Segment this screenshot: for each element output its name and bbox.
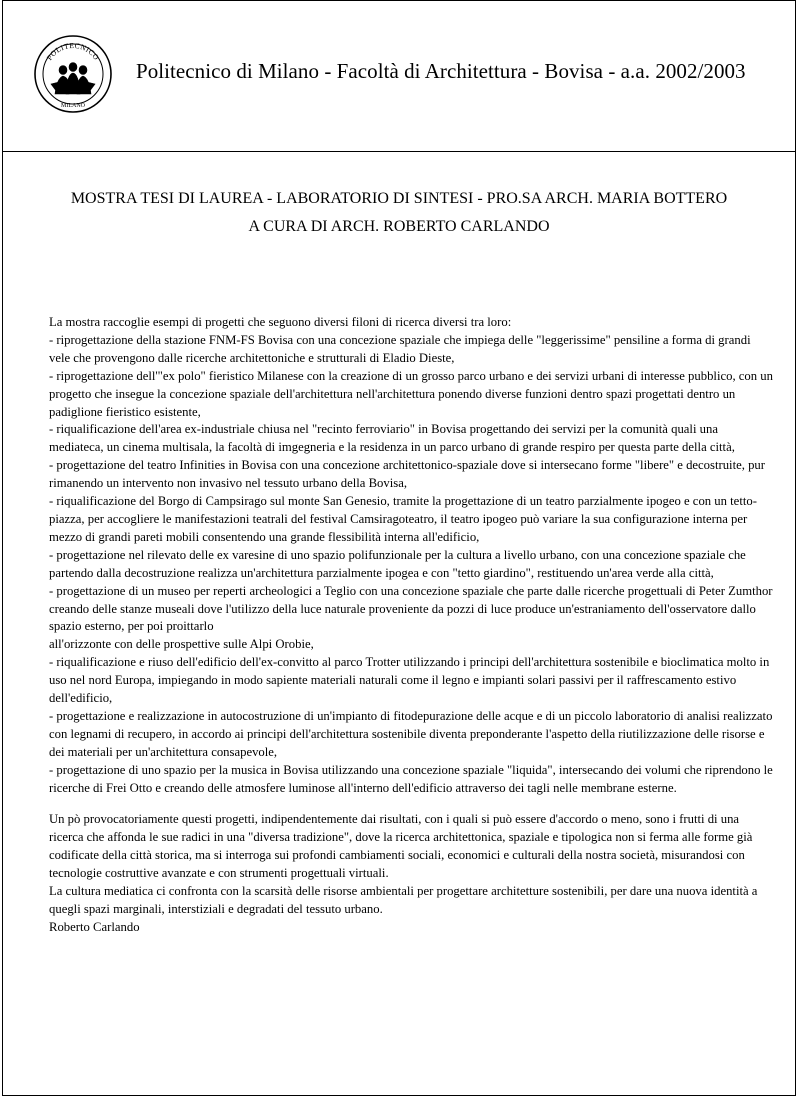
header [3,1,795,152]
page-frame [2,0,796,1096]
svg-text:POLITECNICO: POLITECNICO [44,40,102,62]
list-item: - progettazione nel rilevato delle ex varesine di uno spazio polifunzionale per la cultura a livello urbano, con una concezione spaziale che partendo dalla decostruzione realizza un'architettura parzialmente ipogea e con "tetto giardino", restituendo un'area verde alla città, [49,547,746,580]
list-item: - riprogettazione della stazione FNM-FS Bovisa con una concezione spaziale che impiega delle "leggerissime" pensiline a forma di grandi vele che provengono dalle ricerche architettoniche e strutturali di Eladio Dieste, [49,332,751,365]
body-text [49,314,773,937]
exhibition-title-line-1: MOSTRA TESI DI LAUREA - LABORATORIO DI SINTESI - PRO.SA ARCH. MARIA BOTTERO [70,190,728,207]
closing-paragraph: Un pò provocatoriamente questi progetti, indipendentemente dai risultati, con i quali si può essere d'accordo o meno, sono i frutti di una ricerca che affonda le sue radici in una "diversa tradizione", dove la ricerca architettonica, spaziale e tipologica non si ferma alle forme già codificate della città storica, ma si interroga sui profondi cambiamenti sociali, economici e culturali della nostra società, misurandosi con tecnologie costruttive avanzate e con strumenti progettuali virtuali. [49,812,753,881]
list-item: - riqualificazione e riuso dell'edificio dell'ex-convitto al parco Trotter utilizzando i principi dell'architettura sostenibile e bioclimatica molto in uso nel nord Europa, impiegando in modo sapiente materiali naturali come il legno e impianti solari passivi per il raffrescamento estivo dell'edificio, [49,655,770,706]
list-item: - progettazione di un museo per reperti archeologici a Teglio con una concezione spaziale che parte dalle ricerche progettuali di Peter Zumthor creando delle stanze museali dove l'utilizzo della luce naturale proveniente da pozzi di luce produce un'estraniamento dell'osservatore dallo spazio esterno, per poi proittarlo [49,583,773,634]
closing-paragraph-2: La cultura mediatica ci confronta con la scarsità delle risorse ambientali per progettare architetture sostenibili, per dare una nuova identità a quegli spazi marginali, interstiziali e degradati del tessuto urbano. [49,884,758,916]
paragraph-gap [49,797,773,811]
university-seal-logo [33,34,113,114]
list-item: - riprogettazione dell'"ex polo" fieristico Milanese con la creazione di un grosso parco urbano e dei servizi urbani di interesse pubblico, con un progetto che insegue la concezione spaziale dell'architettura nell'architettura ponendo diverse funzioni dentro spazi progettati dentro un padiglione fieristico esistente, [49,368,773,419]
list-item: - progettazione di uno spazio per la musica in Bovisa utilizzando una concezione spaziale "liquida", intersecando dei volumi che riprendono le ricerche di Frei Otto e creando delle atmosfere luminose all'interno dell'edificio attraverso dei tagli nelle membrane esterne. [49,762,773,795]
list-item: - riqualificazione del Borgo di Campsirago sul monte San Genesio, tramite la progettazione di un teatro parzialmente ipogeo e con un tetto-piazza, per accogliere le manifestazioni teatrali del festival Camsiragoteatro, il teatro ipogeo può variare la sua configurazione interna per mezzo di grandi pareti mobili consentendo una grande flessibilità interna all'edificio, [49,494,757,544]
exhibition-title [3,185,795,241]
header-title: Politecnico di Milano - Facoltà di Architettura - Bovisa - a.a. 2002/2003 [136,59,746,83]
exhibition-title-line-2: A CURA DI ARCH. ROBERTO CARLANDO [248,218,550,235]
list-item: - progettazione e realizzazione in autocostruzione di un'impianto di fitodepurazione delle acque e di un piccolo laboratorio di analisi realizzato con legnami di recupero, in accordo ai principi dell'architettura sostenibile diventa preponderante l'aspetto della riutilizzazione delle risorse e dei materiali per un'architettura consapevole, [49,708,773,759]
list-item: - riqualificazione dell'area ex-industriale chiusa nel "recinto ferroviario" in Bovisa progettando dei servizi per la comunità quali una mediateca, un cinema multisala, la facoltà di imgegneria e la residenza in un parco urbano di grande respiro per questa parte della città, [49,422,735,455]
intro-paragraph: La mostra raccoglie esempi di progetti che seguono diversi filoni di ricerca diversi tra loro: [49,315,512,329]
signature: Roberto Carlando [49,919,140,934]
svg-text:MILANO: MILANO [61,103,85,109]
list-item: all'orizzonte con delle prospettive sulle Alpi Orobie, [49,637,314,652]
list-item: - progettazione del teatro Infinities in Bovisa con una concezione architettonico-spaziale dove si intersecano forme "libere" e decostruite, pur rimanendo un intervento non invasivo nel tessuto urbano della Bovisa, [49,458,765,491]
